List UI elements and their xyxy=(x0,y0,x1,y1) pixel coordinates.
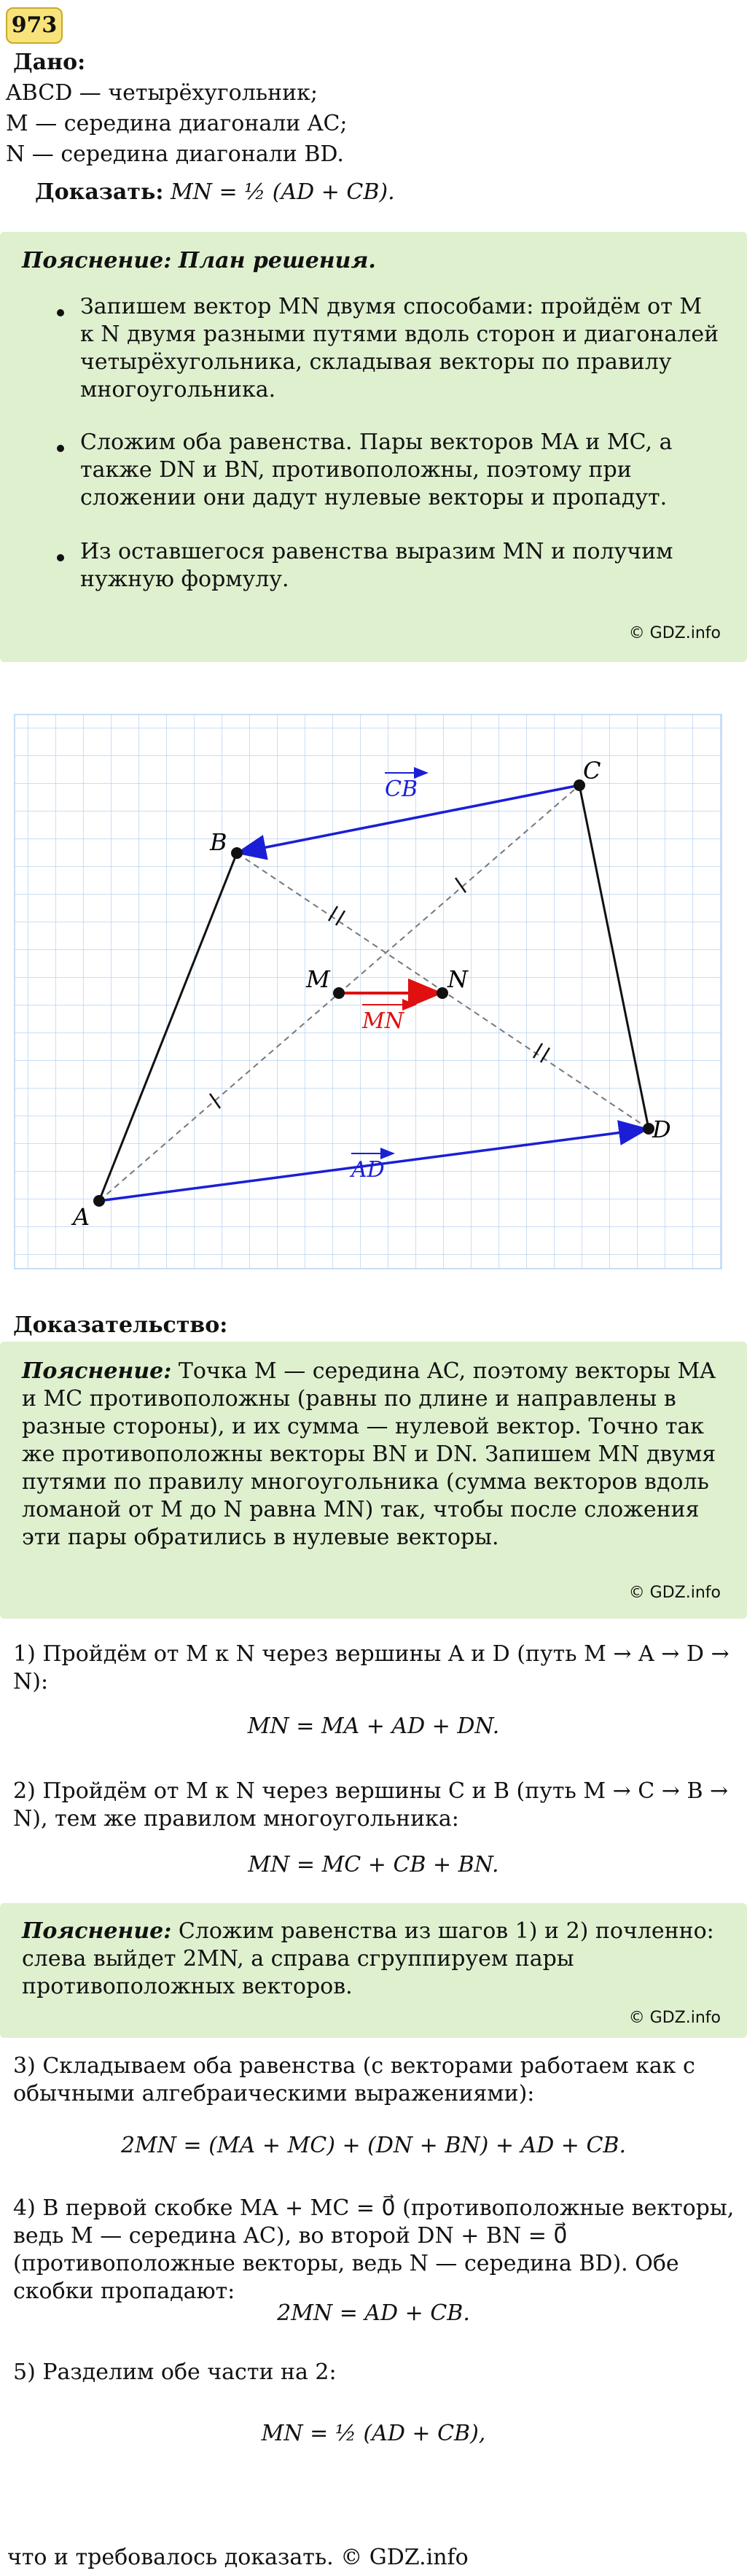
point-a xyxy=(93,1195,105,1207)
proof-note-2-text xyxy=(22,1918,725,2001)
label-mn: MN xyxy=(362,1008,404,1034)
step-3: 3) Складываем оба равенства (с векторами работаем как с обычными алгебраическими выражениями): xyxy=(13,2053,695,2106)
point-n xyxy=(437,987,448,999)
plan-copyright: © GDZ.info xyxy=(628,624,721,642)
proof-note-2-lead: Пояснение: xyxy=(22,1918,172,1944)
plan-bullet-2: Сложим оба равенства. Пары векторов MA и MC, а также DN и BN, противоположны, поэтому при сложении они дадут нулевые векторы и пропадут. xyxy=(80,429,673,510)
proof-note-1-body: Точка M — середина AC, поэтому векторы MA и MC противоположны (равны по длине и направлены в разные стороны), и их сумма — нулевой вектор. Точно так же противоположны векторы BN и DN. Запишем MN двумя путями по правилу многоугольника (сумма векторов вдоль ломаной от M до N равна MN) так, чтобы после сложения эти пары обратились в нулевые векторы. xyxy=(22,1358,716,1550)
footer-conclusion: что и требовалось доказать. © GDZ.info xyxy=(7,2545,469,2570)
label-cb: CB xyxy=(385,777,418,802)
equation-2: MN = MC + CB + BN. xyxy=(248,1852,499,1877)
proof-title: Доказательство: xyxy=(13,1312,228,1338)
proof-note-1-lead: Пояснение: xyxy=(22,1358,172,1384)
proof-note-1 xyxy=(0,1342,747,1619)
plan-title: План решения. xyxy=(178,248,376,273)
label-c: C xyxy=(583,757,601,785)
plan-bullet-1: Запишем вектор MN двумя способами: пройдём от M к N двумя разными путями вдоль сторон и диагоналей четырёхугольника, складывая векторы по правилу многоугольника. xyxy=(80,294,719,402)
proof-note-2 xyxy=(0,1903,747,2038)
step-2: 2) Пройдём от M к N через вершины C и B (путь M → C → B → N), тем же правилом многоугольника: xyxy=(13,1778,729,1832)
plan-bullet-3: Из оставшегося равенства выразим MN и получим нужную формулу. xyxy=(80,539,673,592)
step-5: 5) Разделим обе части на 2: xyxy=(13,2359,337,2385)
label-d: D xyxy=(652,1116,671,1143)
prove-line xyxy=(35,179,395,205)
bullet-icon xyxy=(42,299,76,314)
bullet-icon xyxy=(42,435,76,449)
task-number-badge: 973 xyxy=(6,7,63,44)
plan-lead: Пояснение: xyxy=(22,248,172,273)
proof-note-1-copyright: © GDZ.info xyxy=(628,1584,721,1602)
plan-heading xyxy=(22,248,376,273)
point-b xyxy=(231,847,243,859)
proof-note-1-text xyxy=(22,1358,725,1552)
plan-panel xyxy=(0,232,747,662)
given-line-1: ABCD — четырёхугольник; xyxy=(6,80,318,106)
given-line-2: M — середина диагонали AC; xyxy=(6,111,348,136)
label-m: M xyxy=(306,965,330,993)
bullet-icon xyxy=(42,544,76,559)
prove-formula: MN = ½ (AD + CB). xyxy=(170,179,395,205)
step-4: 4) В первой скобке MA + MC = 0⃗ (противоположные векторы, ведь M — середина AC), во второй DN + BN = 0⃗ (противоположные векторы, ведь N — середина BD). Обе скобки пропадают: xyxy=(13,2195,735,2304)
prove-label: Доказать: xyxy=(35,179,164,205)
step-1: 1) Пройдём от M к N через вершины A и D (путь M → A → D → N): xyxy=(13,1641,730,1694)
equation-5: MN = ½ (AD + CB), xyxy=(261,2421,486,2446)
point-m xyxy=(333,987,345,999)
equation-4: 2MN = AD + CB. xyxy=(277,2300,470,2326)
label-a: A xyxy=(73,1203,90,1231)
equation-1: MN = MA + AD + DN. xyxy=(247,1713,500,1739)
quadrilateral-diagram xyxy=(0,700,747,1276)
equation-3: 2MN = (MA + MC) + (DN + BN) + AD + CB. xyxy=(120,2133,627,2158)
label-b: B xyxy=(210,828,227,856)
proof-note-2-body: Сложим равенства из шагов 1) и 2) почленно: слева выйдет 2MN, а справа сгруппируем пары противоположных векторов. xyxy=(22,1918,714,1999)
given-line-3: N — середина диагонали BD. xyxy=(6,141,344,167)
given-title: Дано: xyxy=(13,50,86,75)
proof-note-2-copyright: © GDZ.info xyxy=(628,2009,721,2027)
label-ad: AD xyxy=(351,1157,385,1183)
label-n: N xyxy=(447,965,468,993)
